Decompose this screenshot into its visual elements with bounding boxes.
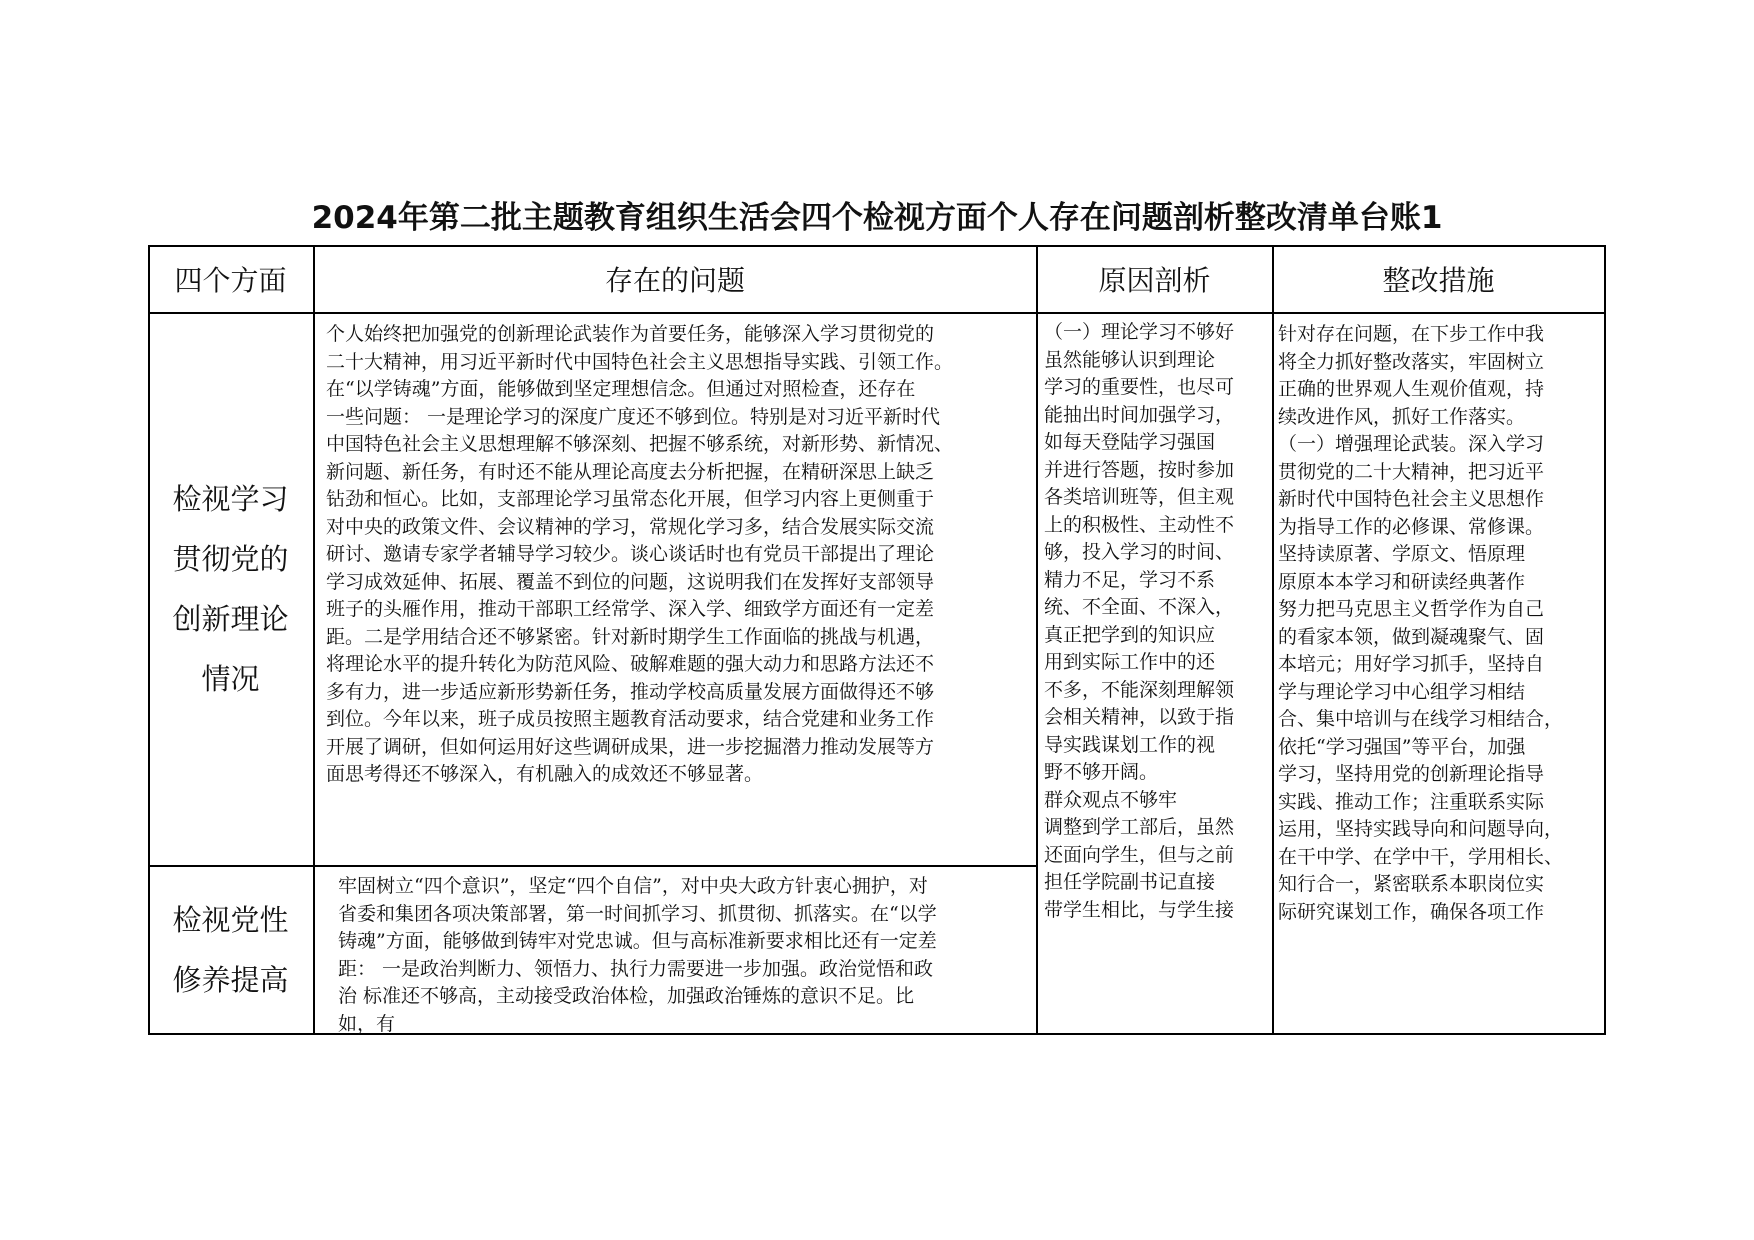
table-border-right [1604,245,1606,1035]
cause-line: 调整到学工部后，虽然 [1044,816,1235,838]
problem-line: 个人始终把加强党的创新理论武装作为首要任务，能够深入学习贯彻党的 [326,323,935,345]
cause-line: 不多，不能深刻理解领 [1044,678,1235,701]
problem-line: 到位。今年以来，班子成员按照主题教育活动要求，结合党建和业务工作 [326,708,935,730]
measure-line: 原原本本学习和研读经典著作 [1278,570,1526,593]
aspect-line: 情况 [201,662,260,696]
measure-line: 在干中学、在学中干，学用相长、 [1278,845,1564,868]
cause-line: 如每天登陆学习强国 [1044,431,1216,453]
problem-line: 面思考得还不够深入，有机融入的成效还不够显著。 [326,763,764,785]
cause-analysis [1044,319,1270,924]
cause-line: 上的积极性、主动性不 [1044,513,1235,536]
problem-line: 二十大精神，用习近平新时代中国特色社会主义思想指导实践、引领工作。 [326,350,954,373]
column-divider-2 [1036,245,1038,1035]
problems-party-spirit [338,873,1034,1038]
measure-line: 运用，坚持实践导向和问题导向， [1278,818,1564,840]
problem-line: 钻劲和恒心。比如，支部理论学习虽常态化开展，但学习内容上更侧重于 [326,488,935,510]
problem-line: 开展了调研，但如何运用好这些调研成果，进一步挖掘潜力推动发展等方 [326,735,935,758]
rectification-measures [1278,321,1603,926]
cause-line: 带学生相比，与学生接 [1044,898,1235,921]
problem-line: 铸魂”方面，能够做到铸牢对党忠诚。但与高标准新要求相比还有一定差 [338,930,937,952]
aspect-line: 贯彻党的 [172,542,289,576]
measure-line: 学与理论学习中心组学习相结 [1278,680,1526,703]
problem-line: 研讨、邀请专家学者辅导学习较少。谈心谈话时也有党员干部提出了理论 [326,543,935,565]
measure-line: 学习，坚持用党的创新理论指导 [1278,763,1545,785]
measure-line: 实践、推动工作；注重联系实际 [1278,790,1545,813]
cause-line: 导实践谋划工作的视 [1044,733,1216,756]
problem-line: 对中央的政策文件、会议精神的学习，常规化学习多，结合发展实际交流 [326,515,935,538]
cause-line: 精力不足，学习不系 [1044,568,1216,591]
cause-line: （一）理论学习不够好 [1044,321,1235,343]
aspect-line: 修养提高 [172,962,289,997]
measure-line: 际研究谋划工作，确保各项工作 [1278,900,1545,923]
measure-line: 贯彻党的二十大精神，把习近平 [1278,460,1545,483]
problem-line: 班子的头雁作用，推动干部职工经常学、深入学、细致学方面还有一定差 [326,598,935,620]
header-divider [148,312,1606,314]
measure-line: 针对存在问题，在下步工作中我 [1278,323,1545,345]
document-title: 2024年第二批主题教育组织生活会四个检视方面个人存在问题剖析整改清单台账1 [311,200,1443,236]
measure-line: 的看家本领，做到凝魂聚气、固 [1278,625,1545,648]
cause-line: 还面向学生，但与之前 [1044,843,1235,866]
measure-line: （一）增强理论武装。深入学习 [1278,433,1545,455]
cause-line: 并进行答题，按时参加 [1044,458,1235,481]
problem-line: 在“以学铸魂”方面，能够做到坚定理想信念。但通过对照检查，还存在 [326,378,916,400]
measure-line: 努力把马克思主义哲学作为自己 [1278,598,1545,620]
problem-line: 治 标准还不够高，主动接受政治体检，加强政治锤炼的意识不足。比 [338,985,915,1007]
measure-line: 将全力抓好整改落实，牢固树立 [1278,350,1545,373]
problem-line: 距： 一是政治判断力、领悟力、执行力需要进一步加强。政治觉悟和政 [338,957,934,980]
header-measures: 整改措施 [1382,263,1495,297]
cause-line: 用到实际工作中的还 [1044,651,1216,673]
problem-line: 如，有 [338,1012,396,1035]
aspect-line: 检视党性 [172,902,289,937]
cause-line: 够，投入学习的时间、 [1044,541,1235,563]
measure-line: 续改进作风，抓好工作落实。 [1278,405,1526,428]
measure-line: 坚持读原著、学原文、悟原理 [1278,543,1526,565]
measure-line: 本培元；用好学习抓手，坚持自 [1278,653,1545,675]
aspect-study-theory [148,313,313,865]
problem-line: 中国特色社会主义思想理解不够深刻、把握不够系统，对新形势、新情况、 [326,433,954,455]
problems-study-theory [326,321,1034,789]
cause-line: 野不够开阔。 [1044,761,1159,783]
cause-line: 学习的重要性，也尽可 [1044,376,1235,398]
measure-line: 新时代中国特色社会主义思想作 [1278,488,1545,510]
header-causes: 原因剖析 [1098,263,1211,297]
measure-line: 正确的世界观人生观价值观，持 [1278,378,1545,400]
cause-line: 能抽出时间加强学习， [1044,403,1235,426]
problem-line: 学习成效延伸、拓展、覆盖不到位的问题，这说明我们在发挥好支部领导 [326,570,935,593]
rectification-table [148,245,1606,1035]
cause-line: 真正把学到的知识应 [1044,623,1216,646]
measure-line: 知行合一，紧密联系本职岗位实 [1278,873,1545,895]
header-problems: 存在的问题 [604,263,745,297]
cause-line: 群众观点不够牢 [1044,788,1178,811]
measure-line: 为指导工作的必修课、常修课。 [1278,515,1545,538]
problem-line: 一些问题： 一是理论学习的深度广度还不够到位。特别是对习近平新时代 [326,405,941,428]
aspect-line: 创新理论 [172,602,289,636]
measure-line: 依托“学习强国”等平台，加强 [1278,735,1526,758]
header-aspects: 四个方面 [174,263,287,297]
problem-line: 省委和集团各项决策部署，第一时间抓学习、抓贯彻、抓落实。在“以学 [338,902,937,925]
column-divider-1 [313,245,315,1035]
cause-line: 统、不全面、不深入， [1044,596,1235,618]
cause-line: 担任学院副书记直接 [1044,871,1216,893]
problem-line: 将理论水平的提升转化为防范风险、破解难题的强大动力和思路方法还不 [326,653,935,675]
measure-line: 合、集中培训与在线学习相结合， [1278,708,1564,730]
aspect-line: 检视学习 [172,482,289,516]
cause-line: 虽然能够认识到理论 [1044,348,1216,371]
problem-line: 新问题、新任务，有时还不能从理论高度去分析把握，在精研深思上缺乏 [326,460,935,483]
problem-line: 多有力，进一步适应新形势新任务，推动学校高质量发展方面做得还不够 [326,680,935,703]
problem-line: 牢固树立“四个意识”，坚定“四个自信”，对中央大政方针衷心拥护，对 [338,875,928,897]
column-divider-3 [1272,245,1274,1035]
cause-line: 各类培训班等，但主观 [1044,486,1235,508]
cause-line: 会相关精神，以致于指 [1044,706,1235,728]
aspect-party-spirit [148,866,313,1033]
problem-line: 距。二是学用结合还不够紧密。针对新时期学生工作面临的挑战与机遇， [326,625,935,648]
